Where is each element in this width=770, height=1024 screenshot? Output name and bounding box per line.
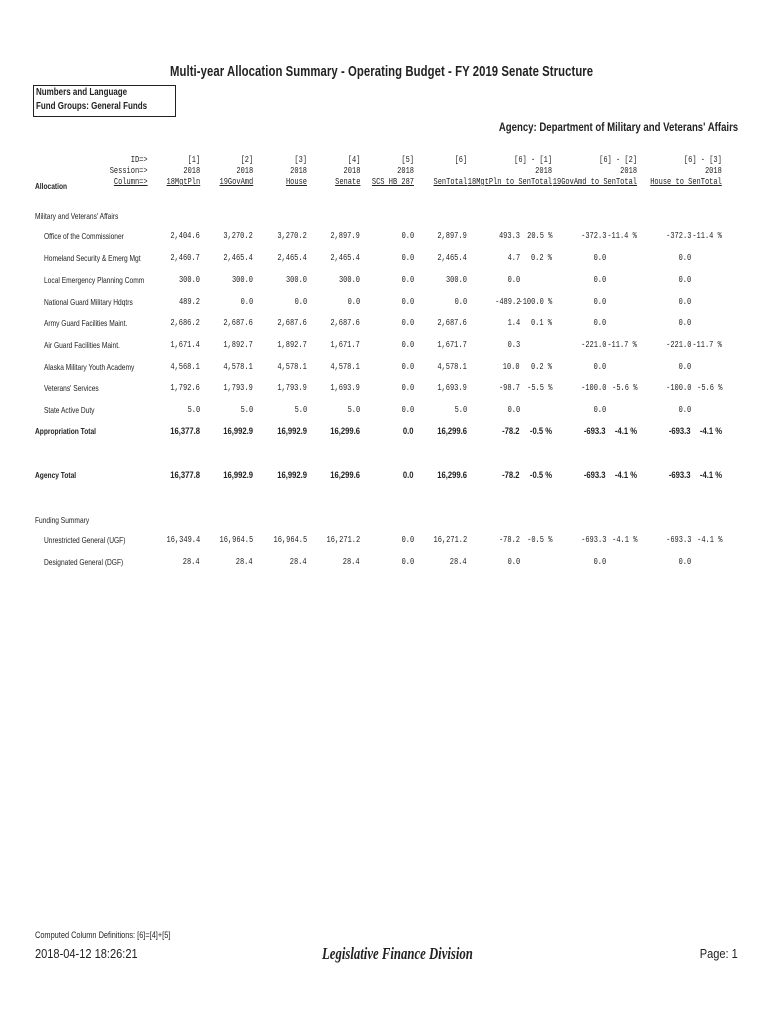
header-column-session: 2018 — [290, 166, 307, 176]
header-column-id: [6] - [1] — [514, 155, 552, 165]
table-row-cell: 0.0 — [401, 362, 414, 372]
header-column — [219, 155, 253, 188]
funding-row-label: Unrestricted General (UGF) — [44, 535, 126, 545]
header-column-id: [3] — [294, 155, 307, 165]
agency-total-row-cell: -693.3 — [584, 470, 606, 480]
table-row-cell: 0.0 — [507, 275, 520, 285]
funding-row-cell: 16,964.5 — [219, 535, 253, 545]
table-row-cell: 2,465.4 — [223, 253, 253, 263]
agency-total-row-cell: 0.0 — [403, 470, 414, 480]
table-row-cell: 300.0 — [338, 275, 360, 285]
table-row-cell: 2,687.6 — [277, 318, 307, 328]
header-column — [335, 155, 360, 188]
appropriation-total-row-cell: 16,377.8 — [170, 426, 200, 436]
table-row-cell: -11.7 % — [607, 340, 637, 350]
table-row-cell: -5.6 % — [696, 383, 722, 393]
table-row-cell: 5.0 — [240, 405, 253, 415]
appropriation-total-row-cell: 16,992.9 — [277, 426, 307, 436]
table-row-cell: 493.3 — [498, 231, 520, 241]
table-row-cell: 300.0 — [231, 275, 253, 285]
appropriation-total-row-cell: 16,299.6 — [437, 426, 467, 436]
table-row-cell: 0.0 — [593, 275, 606, 285]
header-column-session: 2018 — [535, 166, 552, 176]
header-column — [433, 155, 467, 188]
table-row-cell: 0.0 — [401, 275, 414, 285]
appropriation-total-row-cell: -0.5 % — [529, 426, 552, 436]
table-row-cell: -221.0 — [665, 340, 691, 350]
section-funding: Funding Summary — [35, 515, 90, 525]
table-row-cell: 0.0 — [401, 231, 414, 241]
agency-total-row-cell: 16,377.8 — [170, 470, 200, 480]
agency-total-row-cell: -0.5 % — [529, 470, 552, 480]
funding-row-label: Designated General (DGF) — [44, 557, 124, 567]
header-column-column: 18MgtPln to SenTotal — [467, 177, 552, 187]
table-row-cell: 1.4 — [507, 318, 520, 328]
table-row-cell: 1,892.7 — [223, 340, 253, 350]
table-row-cell: 1,792.6 — [170, 383, 200, 393]
header-column-session — [433, 166, 467, 177]
header-column-session: 2018 — [620, 166, 637, 176]
table-row-cell: 0.0 — [240, 297, 253, 307]
header-column — [553, 155, 637, 188]
table-row-cell: 20.5 % — [526, 231, 552, 241]
header-column — [286, 155, 307, 188]
table-row-cell: -5.6 % — [611, 383, 637, 393]
table-row-cell: 4,568.1 — [170, 362, 200, 372]
appropriation-total-row-cell: 16,299.6 — [330, 426, 360, 436]
table-row-cell: 2,460.7 — [170, 253, 200, 263]
table-row-cell: 300.0 — [285, 275, 307, 285]
table-row-cell: -98.7 — [498, 383, 520, 393]
table-row-cell: 0.0 — [401, 297, 414, 307]
section-military: Military and Veterans' Affairs — [35, 211, 119, 221]
table-row-label: Army Guard Facilities Maint. — [44, 318, 128, 328]
header-column-column: House — [285, 177, 307, 187]
report-title: Multi-year Allocation Summary - Operating Budget - FY 2019 Senate Structure — [170, 64, 594, 80]
table-row-cell: 2,465.4 — [277, 253, 307, 263]
table-row-cell: -372.3 — [665, 231, 691, 241]
table-row-cell: 2,897.9 — [437, 231, 467, 241]
agency-total-row-cell: 16,299.6 — [330, 470, 360, 480]
table-row-cell: 0.0 — [593, 362, 606, 372]
table-row-cell: 0.0 — [593, 405, 606, 415]
header-row-label: ID=> — [131, 155, 148, 165]
table-row-cell: 4,578.1 — [223, 362, 253, 372]
table-row-cell: 0.0 — [593, 318, 606, 328]
table-row-cell: 5.0 — [347, 405, 360, 415]
table-row-cell: 0.0 — [401, 383, 414, 393]
table-row-cell: 4,578.1 — [330, 362, 360, 372]
table-row-cell: 1,793.9 — [223, 383, 253, 393]
header-column-id: [4] — [347, 155, 360, 165]
header-column-id: [6] - [3] — [684, 155, 722, 165]
table-row-cell: -100.0 — [665, 383, 691, 393]
table-row-cell: 0.2 % — [530, 362, 552, 372]
header-column-session: 2018 — [236, 166, 253, 176]
table-row-cell: 1,793.9 — [277, 383, 307, 393]
table-row-cell: 2,404.6 — [170, 231, 200, 241]
table-row-label: Homeland Security & Emerg Mgt — [44, 253, 141, 263]
table-row-cell: 0.0 — [294, 297, 307, 307]
table-row-cell: 0.0 — [678, 253, 691, 263]
table-row-label: Office of the Commissioner — [44, 231, 124, 241]
table-row-cell: 5.0 — [187, 405, 200, 415]
table-row-cell: -11.7 % — [692, 340, 722, 350]
funding-row-cell: 28.4 — [236, 557, 253, 567]
report-timestamp: 2018-04-12 18:26:21 — [35, 946, 138, 961]
table-row-cell: -11.4 % — [692, 231, 722, 241]
table-row-cell: 4,578.1 — [277, 362, 307, 372]
funding-row-cell: 16,271.2 — [326, 535, 360, 545]
agency-total-row-cell: 16,992.9 — [277, 470, 307, 480]
funding-row-cell: -693.3 — [665, 535, 691, 545]
agency-total-row-cell: -4.1 % — [614, 470, 637, 480]
table-row-cell: 5.0 — [294, 405, 307, 415]
appropriation-total-row-cell: -4.1 % — [699, 426, 722, 436]
funding-row-cell: -0.5 % — [526, 535, 552, 545]
table-row-label: Local Emergency Planning Comm — [44, 275, 145, 285]
appropriation-total-row-cell: -78.2 — [502, 426, 520, 436]
appropriation-total-row-cell: -4.1 % — [614, 426, 637, 436]
table-row-cell: 0.0 — [593, 253, 606, 263]
header-column-id: [5] — [401, 155, 414, 165]
table-row-cell: 0.0 — [678, 275, 691, 285]
table-row-cell: -372.3 — [580, 231, 606, 241]
header-column — [468, 155, 552, 188]
table-row-cell: 2,465.4 — [330, 253, 360, 263]
header-column-id: [1] — [187, 155, 200, 165]
appropriation-total-row-cell: 16,992.9 — [223, 426, 253, 436]
table-row-cell: 2,897.9 — [330, 231, 360, 241]
table-row-cell: 300.0 — [178, 275, 200, 285]
table-row-cell: 0.0 — [347, 297, 360, 307]
table-row-cell: 489.2 — [178, 297, 200, 307]
funding-row-cell: 0.0 — [678, 557, 691, 567]
table-row-cell: 3,270.2 — [223, 231, 253, 241]
table-row-cell: -100.0 — [580, 383, 606, 393]
funding-row-cell: -4.1 % — [696, 535, 722, 545]
table-row-cell: -489.2 — [494, 297, 520, 307]
table-row-cell: 4.7 — [507, 253, 520, 263]
agency-label: Agency: Department of Military and Veterans' Affairs — [498, 120, 738, 134]
table-row-label: Air Guard Facilities Maint. — [44, 340, 120, 350]
header-row-label: Session=> — [110, 166, 148, 176]
table-row-cell: 0.0 — [401, 405, 414, 415]
funding-row-cell: 0.0 — [593, 557, 606, 567]
table-row-cell: 2,687.6 — [330, 318, 360, 328]
table-row-label: State Active Duty — [44, 405, 95, 415]
table-row-cell: 3,270.2 — [277, 231, 307, 241]
table-row-cell: 2,687.6 — [437, 318, 467, 328]
header-column-session: 2018 — [705, 166, 722, 176]
table-row-cell: 0.0 — [678, 297, 691, 307]
table-row-label: Alaska Military Youth Academy — [44, 362, 135, 372]
appropriation-total-row-cell: -693.3 — [669, 426, 691, 436]
agency-total-row-cell: 16,992.9 — [223, 470, 253, 480]
funding-row-cell: 28.4 — [290, 557, 307, 567]
appropriation-total-row-cell: 0.0 — [403, 426, 414, 436]
header-column — [650, 155, 722, 188]
table-row-cell: 4,578.1 — [437, 362, 467, 372]
agency-total-row-cell: -78.2 — [502, 470, 520, 480]
funding-row-cell: -78.2 — [498, 535, 520, 545]
header-column — [166, 155, 200, 188]
table-row-cell: 1,671.7 — [437, 340, 467, 350]
funding-row-cell: 0.0 — [507, 557, 520, 567]
table-row-cell: 5.0 — [454, 405, 467, 415]
table-row-cell: 0.0 — [454, 297, 467, 307]
agency-total-row-label: Agency Total — [35, 470, 77, 480]
table-row-cell: 0.1 % — [530, 318, 552, 328]
header-column-session: 2018 — [343, 166, 360, 176]
table-row-cell: 10.0 — [503, 362, 520, 372]
computed-definitions: Computed Column Definitions: [6]=[4]+[5] — [35, 930, 171, 940]
header-column-column: House to SenTotal — [650, 177, 722, 187]
division-signature: Legislative Finance Division — [322, 944, 473, 963]
table-row-cell: 0.0 — [401, 318, 414, 328]
funding-row-cell: -693.3 — [580, 535, 606, 545]
table-row-cell: 2,465.4 — [437, 253, 467, 263]
agency-total-row-cell: -693.3 — [669, 470, 691, 480]
filter-box — [33, 85, 176, 117]
table-row-cell: 0.0 — [678, 405, 691, 415]
table-row-cell: 0.0 — [678, 362, 691, 372]
table-row-cell: 0.0 — [507, 405, 520, 415]
header-column-column: 19GovAmd — [219, 177, 253, 187]
table-row-cell: 1,671.4 — [170, 340, 200, 350]
header-column-id: [6] - [2] — [599, 155, 637, 165]
appropriation-total-row-cell: -693.3 — [584, 426, 606, 436]
table-row-cell: 0.2 % — [530, 253, 552, 263]
header-column-id: [6] — [454, 155, 467, 165]
funding-row-cell: 28.4 — [183, 557, 200, 567]
table-row-cell: 2,686.2 — [170, 318, 200, 328]
table-row-cell: 1,892.7 — [277, 340, 307, 350]
header-column-session: 2018 — [183, 166, 200, 176]
filter-fund-groups: Fund Groups: General Funds — [36, 101, 148, 112]
header-column-column: SenTotal — [433, 177, 467, 187]
funding-row-cell: 16,271.2 — [433, 535, 467, 545]
funding-row-cell: 28.4 — [450, 557, 467, 567]
allocation-header: Allocation — [35, 181, 68, 191]
table-row-cell: -11.4 % — [607, 231, 637, 241]
table-row-label: Veterans' Services — [44, 383, 99, 393]
table-row-label: National Guard Military Hdqtrs — [44, 297, 133, 307]
table-row-cell: -5.5 % — [526, 383, 552, 393]
header-row-label: Column=> — [114, 177, 148, 187]
funding-row-cell: 16,964.5 — [273, 535, 307, 545]
table-row-cell: 1,693.9 — [330, 383, 360, 393]
funding-row-cell: 28.4 — [343, 557, 360, 567]
funding-row-cell: 0.0 — [401, 557, 414, 567]
appropriation-total-row-label: Appropriation Total — [35, 426, 97, 436]
header-column-column: SCS HB 287 — [371, 177, 414, 187]
header-column — [372, 155, 414, 188]
agency-total-row-cell: -4.1 % — [699, 470, 722, 480]
page-number: Page: 1 — [699, 946, 738, 961]
header-column-column: 18MgtPln — [166, 177, 200, 187]
table-row-cell: 2,687.6 — [223, 318, 253, 328]
header-column-id: [2] — [240, 155, 253, 165]
funding-row-cell: 0.0 — [401, 535, 414, 545]
table-row-cell: 0.0 — [593, 297, 606, 307]
table-row-cell: 300.0 — [445, 275, 467, 285]
header-column-session: 2018 — [397, 166, 414, 176]
table-row-cell: 0.0 — [401, 253, 414, 263]
filter-numbers-language: Numbers and Language — [36, 87, 128, 98]
header-column-column: Senate — [334, 177, 360, 187]
agency-total-row-cell: 16,299.6 — [437, 470, 467, 480]
header-column-column: 19GovAmd to SenTotal — [552, 177, 637, 187]
funding-row-cell: -4.1 % — [611, 535, 637, 545]
table-row-cell: 0.3 — [507, 340, 520, 350]
table-row-cell: 0.0 — [678, 318, 691, 328]
header-row-labels — [110, 155, 148, 188]
table-row-cell: 1,671.7 — [330, 340, 360, 350]
funding-row-cell: 16,349.4 — [166, 535, 200, 545]
table-row-cell: -221.0 — [580, 340, 606, 350]
table-row-cell: 1,693.9 — [437, 383, 467, 393]
table-row-cell: -100.0 % — [518, 297, 552, 307]
table-row-cell: 0.0 — [401, 340, 414, 350]
